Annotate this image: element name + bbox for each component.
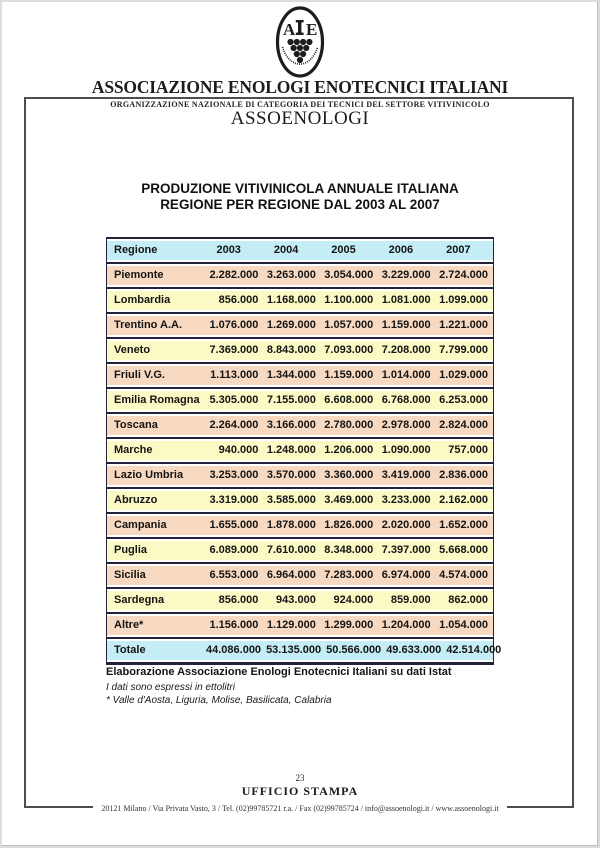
region-name: Trentino A.A. — [114, 319, 183, 331]
production-value: 2.162.000 — [439, 494, 489, 506]
table-row — [107, 539, 493, 562]
production-value: 1.113.000 — [210, 369, 259, 381]
table-row — [107, 264, 493, 287]
column-header-year: 2006 — [388, 244, 414, 256]
production-value: 6.768.000 — [381, 394, 431, 406]
region-name: Altre* — [114, 619, 144, 631]
production-value: 2.836.000 — [439, 469, 489, 481]
svg-text:A: A — [283, 20, 296, 39]
association-subtitle: ORGANIZZAZIONE NAZIONALE DI CATEGORIA DEI TECNICI DEL SETTORE VITIVINICOLO — [110, 100, 490, 109]
region-name: Sicilia — [114, 569, 146, 581]
production-value: 2.978.000 — [381, 419, 431, 431]
production-value: 50.566.000 — [326, 644, 382, 656]
table-row — [107, 414, 493, 437]
production-value: 3.263.000 — [266, 269, 316, 281]
production-value: 757.000 — [448, 444, 489, 456]
table-row — [107, 589, 493, 612]
production-value: 1.344.000 — [266, 369, 316, 381]
production-value: 6.974.000 — [381, 569, 431, 581]
production-value: 7.369.000 — [209, 344, 259, 356]
production-value: 7.397.000 — [381, 544, 431, 556]
production-value: 1.090.000 — [381, 444, 431, 456]
production-value: 924.000 — [333, 594, 374, 606]
production-value: 1.100.000 — [324, 294, 374, 306]
note-unit: I dati sono espressi in ettolitri — [106, 682, 235, 693]
production-value: 1.159.000 — [381, 319, 431, 331]
table-row — [107, 364, 493, 387]
region-name: Sardegna — [114, 594, 165, 606]
column-header-year: 2007 — [446, 244, 471, 256]
association-logo — [274, 5, 326, 79]
production-value: 2.282.000 — [209, 269, 259, 281]
production-value: 1.299.000 — [324, 619, 374, 631]
production-value: 3.469.000 — [324, 494, 374, 506]
production-value: 53.135.000 — [266, 644, 322, 656]
production-value: 3.166.000 — [266, 419, 316, 431]
table-row — [107, 464, 493, 487]
region-name: Puglia — [114, 544, 148, 556]
production-value: 3.253.000 — [209, 469, 259, 481]
production-value: 1.204.000 — [381, 619, 431, 631]
production-value: 940.000 — [218, 444, 259, 456]
production-value: 1.159.000 — [324, 369, 374, 381]
table-row — [107, 514, 493, 537]
production-value: 2.264.000 — [209, 419, 259, 431]
production-value: 42.514.000 — [446, 644, 502, 656]
region-name: Veneto — [114, 344, 151, 356]
table-row — [107, 289, 493, 312]
production-value: 1.168.000 — [266, 294, 316, 306]
region-name: Emilia Romagna — [114, 394, 200, 406]
table-row — [107, 439, 493, 462]
region-name: Lazio Umbria — [114, 469, 184, 481]
production-value: 862.000 — [448, 594, 489, 606]
note-source: Elaborazione Associazione Enologi Enotecnici Italiani su dati Istat — [106, 666, 452, 678]
production-value: 943.000 — [276, 594, 316, 606]
production-value: 1.248.000 — [266, 444, 316, 456]
production-value: 1.221.000 — [439, 319, 489, 331]
document-title-line1: PRODUZIONE VITIVINICOLA ANNUALE ITALIANA — [141, 181, 459, 196]
region-name: Abruzzo — [114, 494, 158, 506]
region-name: Totale — [114, 644, 146, 656]
production-value: 2.020.000 — [381, 519, 431, 531]
production-value: 3.419.000 — [381, 469, 431, 481]
production-value: 3.054.000 — [324, 269, 374, 281]
table-row — [107, 614, 493, 637]
column-header-year: 2004 — [273, 244, 299, 256]
region-name: Friuli V.G. — [114, 369, 165, 381]
production-value: 3.319.000 — [209, 494, 259, 506]
table-row — [107, 314, 493, 337]
production-value: 6.608.000 — [324, 394, 374, 406]
production-value: 1.076.000 — [209, 319, 259, 331]
column-header-regione: Regione — [114, 244, 158, 256]
note-asterisk: * Valle d'Aosta, Liguria, Molise, Basilicata, Calabria — [106, 695, 332, 706]
production-value: 1.269.000 — [266, 319, 316, 331]
table-row — [107, 489, 493, 512]
document-title-line2: REGIONE PER REGIONE DAL 2003 AL 2007 — [160, 197, 440, 212]
production-value: 1.129.000 — [266, 619, 316, 631]
production-value: 1.652.000 — [439, 519, 489, 531]
table-header-row — [107, 239, 493, 262]
document-title — [0, 181, 600, 213]
production-value: 8.348.000 — [324, 544, 374, 556]
table-row — [107, 564, 493, 587]
table-row — [107, 339, 493, 362]
production-value: 2.824.000 — [439, 419, 489, 431]
production-value: 1.099.000 — [439, 294, 489, 306]
production-value: 4.574.000 — [439, 569, 489, 581]
production-value: 7.610.000 — [266, 544, 316, 556]
production-value: 3.570.000 — [266, 469, 316, 481]
production-value: 1.878.000 — [266, 519, 316, 531]
region-name: Campania — [114, 519, 167, 531]
production-value: 1.057.000 — [324, 319, 374, 331]
column-header-year: 2005 — [331, 244, 356, 256]
production-value: 1.826.000 — [324, 519, 374, 531]
production-value: 1.156.000 — [209, 619, 259, 631]
production-value: 6.089.000 — [209, 544, 259, 556]
production-value: 3.233.000 — [381, 494, 431, 506]
production-value: 1.081.000 — [381, 294, 431, 306]
production-value: 8.843.000 — [266, 344, 316, 356]
production-value: 1.029.000 — [439, 369, 489, 381]
footer-address-row — [0, 798, 600, 816]
production-value: 2.724.000 — [439, 269, 489, 281]
region-name: Marche — [114, 444, 153, 456]
production-value: 1.054.000 — [439, 619, 489, 631]
production-value: 7.283.000 — [324, 569, 374, 581]
production-value: 7.799.000 — [439, 344, 489, 356]
footer-address: 20121 Milano / Via Privata Vasto, 3 / Tel. (02)99785721 r.a. / Fax (02)99785724 / info@assoenologi.it / www.assoenologi.it — [93, 802, 506, 816]
region-name: Piemonte — [114, 269, 164, 281]
table-row — [107, 389, 493, 412]
production-value: 7.208.000 — [381, 344, 431, 356]
production-value: 1.014.000 — [381, 369, 431, 381]
production-value: 5.305.000 — [209, 394, 259, 406]
production-value: 7.093.000 — [324, 344, 374, 356]
production-value: 3.229.000 — [381, 269, 431, 281]
press-office-title: UFFICIO STAMPA — [241, 784, 359, 798]
region-name: Toscana — [114, 419, 158, 431]
production-value: 6.964.000 — [266, 569, 316, 581]
region-name: Lombardia — [114, 294, 171, 306]
svg-text:E: E — [306, 20, 318, 39]
production-value: 3.360.000 — [324, 469, 374, 481]
page-number: 23 — [295, 773, 305, 783]
association-name: ASSOCIAZIONE ENOLOGI ENOTECNICI ITALIANI — [91, 77, 509, 97]
production-value: 856.000 — [218, 594, 259, 606]
production-value: 7.155.000 — [266, 394, 316, 406]
production-value: 2.780.000 — [324, 419, 374, 431]
production-table — [106, 237, 502, 665]
production-value: 859.000 — [390, 594, 431, 606]
production-value: 5.668.000 — [439, 544, 489, 556]
production-value: 6.553.000 — [209, 569, 259, 581]
production-value: 44.086.000 — [206, 644, 262, 656]
production-value: 1.655.000 — [209, 519, 259, 531]
production-value: 49.633.000 — [386, 644, 442, 656]
production-value: 3.585.000 — [266, 494, 316, 506]
production-value: 6.253.000 — [439, 394, 489, 406]
production-value: 856.000 — [218, 294, 259, 306]
production-value: 1.206.000 — [324, 444, 374, 456]
column-header-year: 2003 — [216, 244, 241, 256]
association-short-name: ASSOENOLOGI — [230, 108, 370, 129]
table-total-row — [107, 639, 502, 662]
